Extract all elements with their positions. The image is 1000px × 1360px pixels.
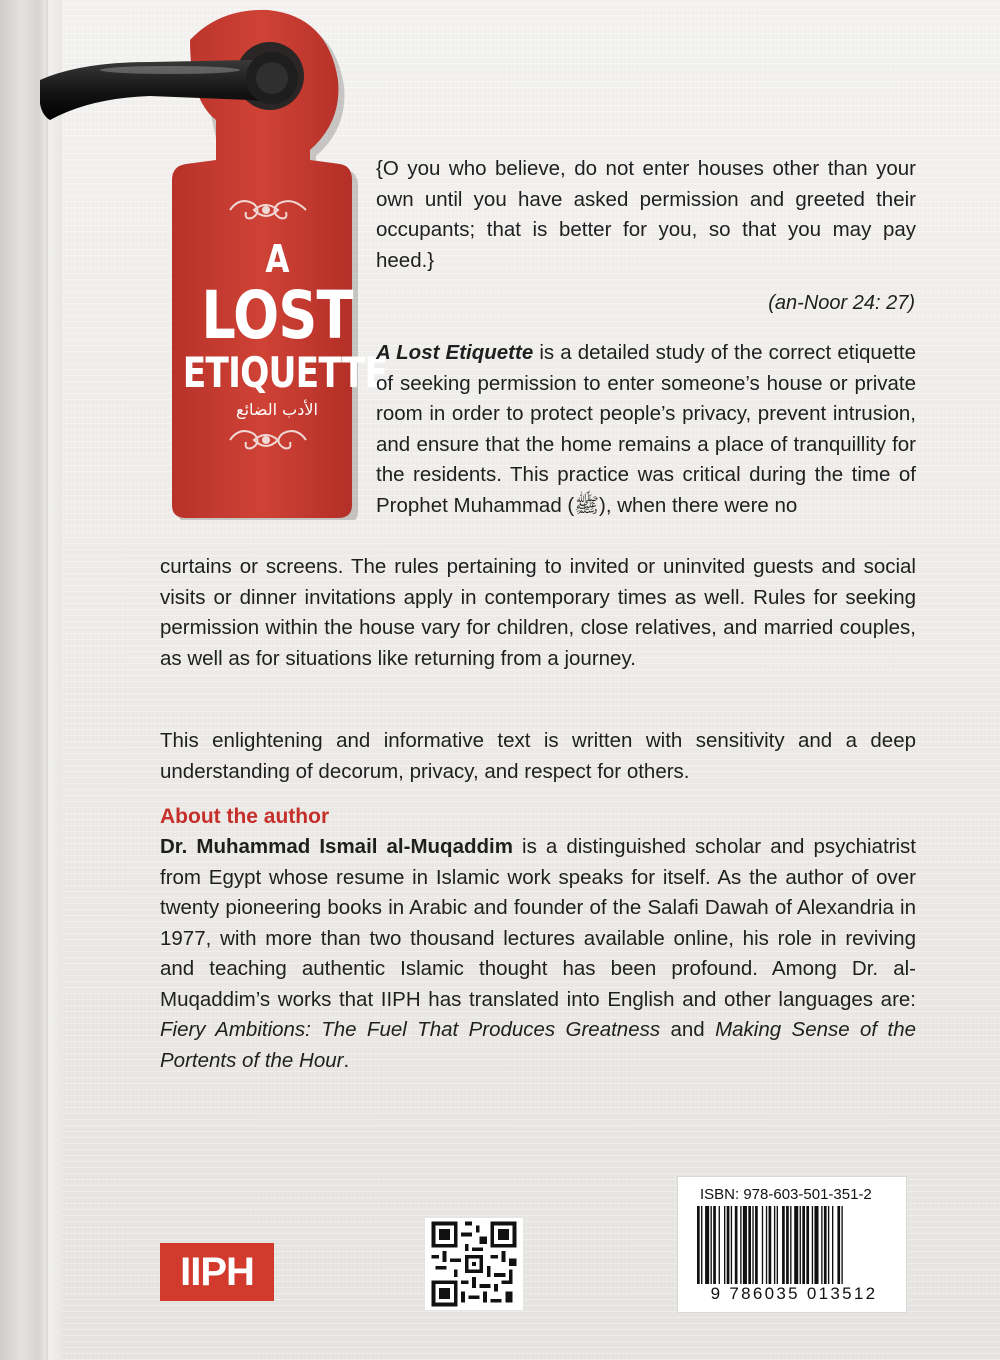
barcode-bar xyxy=(806,1206,809,1284)
barcode-bar xyxy=(748,1206,751,1284)
bio-ending: . xyxy=(343,1048,350,1072)
barcode-digits: 9 786035 013512 xyxy=(710,1284,878,1303)
hanger-title-line1: A xyxy=(265,237,289,281)
barcode-bar xyxy=(812,1206,813,1284)
quote-reference: (an-Noor 24: 27) xyxy=(768,292,915,314)
description-continued: curtains or screens. The rules pertaining to invited or uninvited guests and social visits or dinner invitations apply in contemporary times as well. Rules for seeking permission within the house vary for children, close relatives, and married couples, as well as for situations like returning from a journey. xyxy=(160,555,916,670)
barcode-bar xyxy=(782,1206,785,1284)
work-title-1: Fiery Ambitions: The Fuel That Produces Greatness xyxy=(160,1018,661,1041)
barcode-bar xyxy=(735,1206,738,1284)
qr-code xyxy=(425,1218,523,1310)
barcode-bar xyxy=(774,1206,775,1284)
hanger-title-line2: LOST xyxy=(201,277,353,354)
barcode-bar xyxy=(755,1206,758,1284)
author-bio xyxy=(160,832,916,1076)
door-hanger-illustration xyxy=(40,0,388,520)
qr-code-graphic xyxy=(425,1218,523,1310)
barcode-bar xyxy=(821,1206,822,1284)
barcode-bar xyxy=(731,1206,732,1284)
work-title-2: Making Sense of the Portents of the Hour xyxy=(160,1018,916,1072)
barcode-bar xyxy=(790,1206,791,1284)
barcode-bar xyxy=(824,1206,827,1284)
barcode-bar xyxy=(705,1206,709,1284)
barcode-bar xyxy=(802,1206,805,1284)
barcode-bar xyxy=(832,1206,833,1284)
hanger-arabic-title: الأدب الضائع xyxy=(236,400,318,419)
barcode-bar xyxy=(701,1206,702,1284)
about-author-heading: About the author xyxy=(160,805,330,828)
description-paragraph xyxy=(376,338,916,521)
barcode-bar xyxy=(727,1206,730,1284)
author-name: Dr. Muhammad Ismail al-Muqaddim xyxy=(160,835,513,858)
barcode-bar xyxy=(769,1206,772,1284)
barcode-bar xyxy=(786,1206,789,1284)
barcode-bar xyxy=(762,1206,763,1284)
barcode-bar xyxy=(719,1206,720,1284)
quran-quote: {O you who believe, do not enter houses other than your own until you have asked permission and greeted their occupants; that is better for you, so that you may pay heed.} xyxy=(376,157,916,272)
barcode-bar xyxy=(713,1206,716,1284)
work-connector: and xyxy=(660,1018,716,1041)
barcode-bar xyxy=(837,1206,840,1284)
publisher-logo: IIPH xyxy=(160,1243,274,1301)
hanger-title-line3: ETIQUETTE xyxy=(182,348,388,397)
isbn-label: ISBN: 978-603-501-351-2 xyxy=(700,1186,872,1203)
author-bio-text: is a distinguished scholar and psychiatrist from Egypt whose resume in Islamic work speaks for itself. As the author of over twenty pioneering books in Arabic and founder of the Salafi Dawah of Alexandria in 1977, with more than two thousand lectures available online, his role in reviving and teaching authentic Islamic thought has been profound. Among Dr. al-Muqaddim’s works that IIPH has translated into English and other languages are: xyxy=(160,835,916,1011)
description-text: is a detailed study of the correct etiquette of seeking permission to enter someone’s house or private room in order to protect people’s privacy, prevent intrusion, and ensure that the home remains a place of tranquillity for the residents. This practice was critical during the time of Prophet Muhammad (ﷺ), when there were no xyxy=(376,341,916,517)
summary-paragraph: This enlightening and informative text is written with sensitivity and a deep understanding of decorum, privacy, and respect for others. xyxy=(160,729,916,783)
barcode-bar xyxy=(828,1206,829,1284)
barcode-bar xyxy=(752,1206,753,1284)
barcode-bar xyxy=(740,1206,741,1284)
barcode-bar xyxy=(697,1206,700,1284)
barcode-bar xyxy=(711,1206,712,1284)
barcode-graphic xyxy=(695,1206,895,1284)
barcode-bar xyxy=(777,1206,778,1284)
barcode-bar xyxy=(814,1206,818,1284)
barcode-bar xyxy=(724,1206,725,1284)
barcode-bar xyxy=(800,1206,801,1284)
barcode-bar xyxy=(794,1206,798,1284)
barcode-bar xyxy=(743,1206,747,1284)
barcode-bar xyxy=(841,1206,842,1284)
book-title-inline: A Lost Etiquette xyxy=(376,341,534,364)
barcode-bar xyxy=(766,1206,767,1284)
